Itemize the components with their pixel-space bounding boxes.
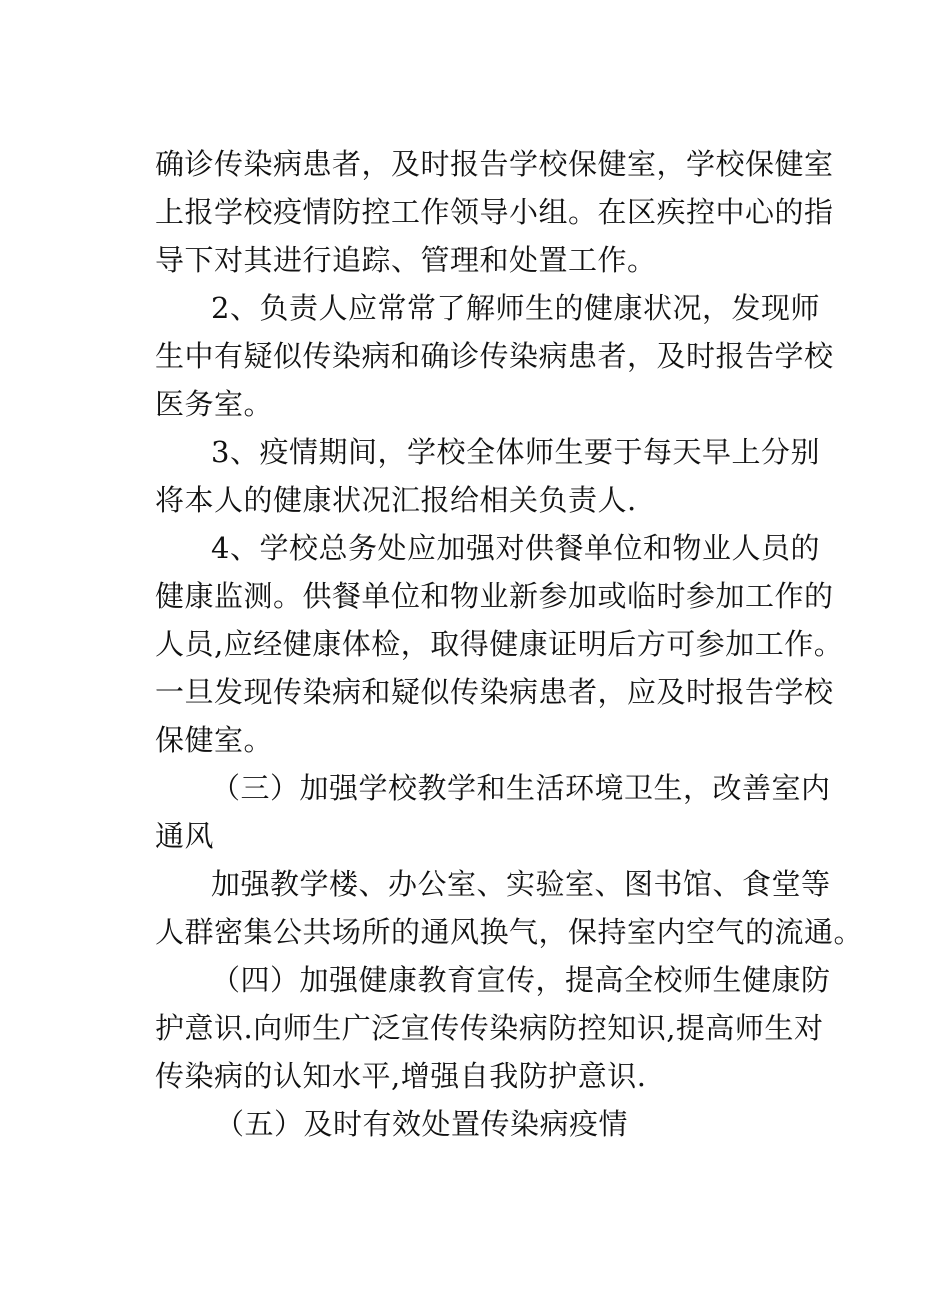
- text-line: 健康监测。供餐单位和物业新参加或临时参加工作的: [155, 579, 834, 613]
- text-line: 一旦发现传染病和疑似传染病患者，应及时报告学校: [155, 675, 834, 709]
- text-line: 生中有疑似传染病和确诊传染病患者，及时报告学校: [155, 339, 834, 373]
- text-line: 上报学校疫情防控工作领导小组。在区疾控中心的指: [155, 195, 834, 229]
- text-line: 人群密集公共场所的通风换气，保持室内空气的流通。: [155, 915, 864, 949]
- text-line: 导下对其进行追踪、管理和处置工作。: [155, 243, 657, 277]
- text-line: 将本人的健康状况汇报给相关负责人.: [155, 483, 637, 517]
- document-body: [155, 140, 864, 1148]
- section-heading-line: （四）加强健康教育宣传，提高全校师生健康防: [211, 963, 831, 997]
- paragraph-start-line: 2、负责人应常常了解师生的健康状况，发现师: [211, 291, 820, 325]
- section-heading-line: 通风: [155, 819, 215, 853]
- text-line: 传染病的认知水平,增强自我防护意识.: [155, 1059, 647, 1093]
- paragraph-start-line: 4、学校总务处应加强对供餐单位和物业人员的: [211, 531, 820, 565]
- section-heading-line: （三）加强学校教学和生活环境卫生，改善室内: [211, 771, 831, 805]
- text-line: 保健室。: [155, 723, 274, 757]
- text-line: 确诊传染病患者，及时报告学校保健室，学校保健室: [155, 147, 834, 181]
- paragraph-start-line: 3、疫情期间，学校全体师生要于每天早上分别: [211, 435, 820, 469]
- section-heading-line: （五）及时有效处置传染病疫情: [215, 1107, 629, 1141]
- text-line: 人员,应经健康体检，取得健康证明后方可参加工作。: [155, 627, 844, 661]
- text-line: 护意识.向师生广泛宣传传染病防控知识,提高师生对: [155, 1011, 824, 1045]
- text-line: 医务室。: [155, 387, 274, 421]
- paragraph-start-line: 加强教学楼、办公室、实验室、图书馆、食堂等: [211, 867, 831, 901]
